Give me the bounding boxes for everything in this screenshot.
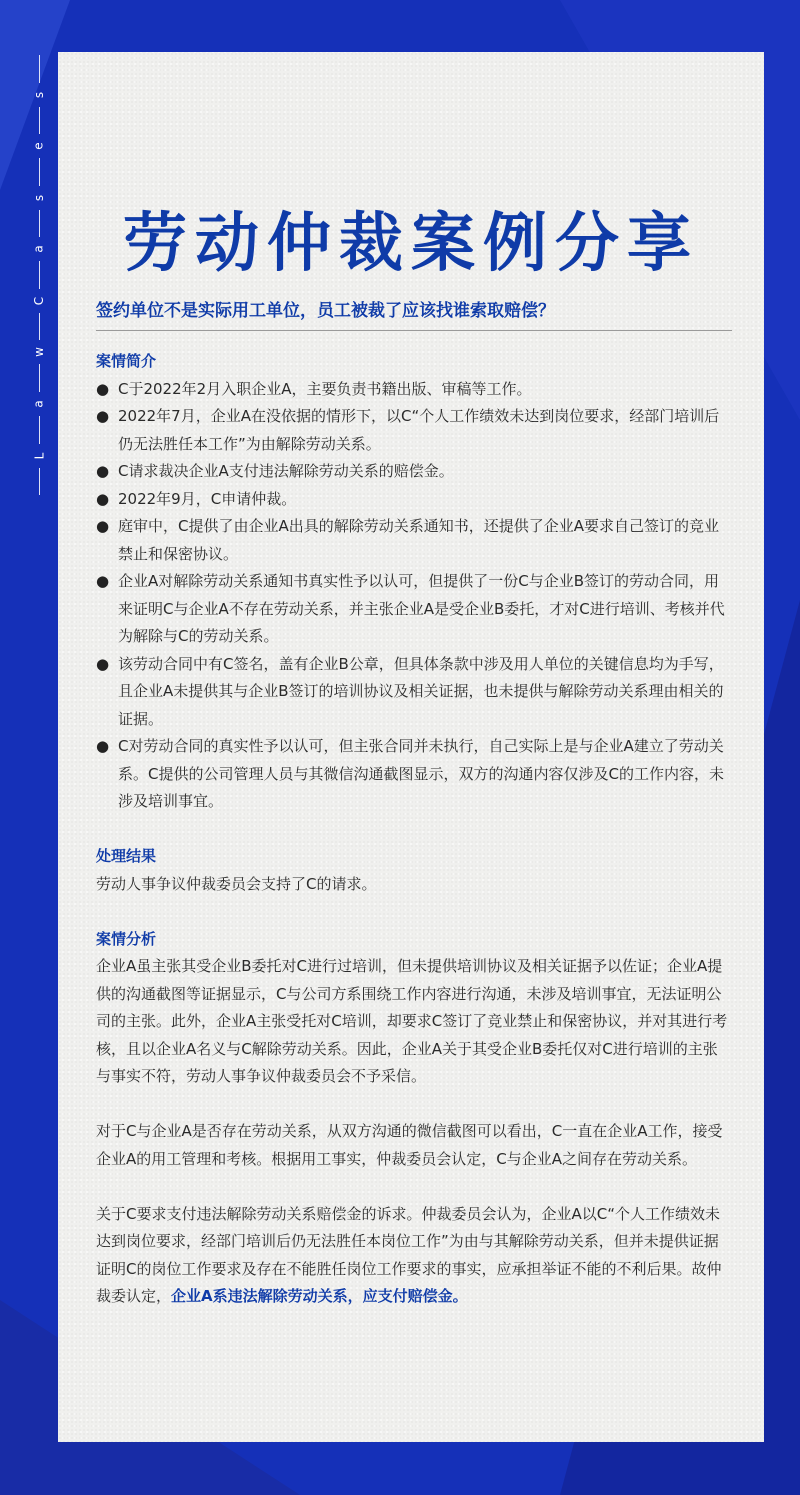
list-item bbox=[96, 651, 732, 734]
side-label-line bbox=[39, 364, 40, 392]
section-heading-result: 处理结果 bbox=[96, 847, 157, 865]
list-item-text: C于2022年2月入职企业A，主要负责书籍出版、审稿等工作。 bbox=[118, 379, 532, 398]
analysis-paragraph-2: 对于C与企业A是否存在劳动关系，从双方沟通的微信截图可以看出，C一直在企业A工作，接受企业A的用工管理和考核。根据用工事实，仲裁委员会认定，C与企业A之间存在劳动关系。 bbox=[96, 1122, 723, 1168]
side-label-line bbox=[39, 210, 40, 238]
list-item-text: 庭审中，C提供了由企业A出具的解除劳动关系通知书，还提供了企业A要求自己签订的竞业禁止和保密协议。 bbox=[118, 517, 720, 563]
side-label-line bbox=[39, 313, 40, 341]
side-label-line bbox=[39, 261, 40, 289]
list-item-text: C请求裁决企业A支付违法解除劳动关系的赔偿金。 bbox=[118, 462, 454, 480]
bullet-icon: ● bbox=[96, 489, 110, 508]
section-heading-analysis: 案情分析 bbox=[96, 929, 157, 948]
result-text: 劳动人事争议仲裁委员会支持了C的请求。 bbox=[96, 874, 377, 893]
bullet-icon: ● bbox=[96, 572, 110, 590]
spacer bbox=[96, 1091, 732, 1119]
bullet-icon: ● bbox=[96, 517, 110, 535]
side-label-char: C bbox=[31, 296, 46, 306]
side-label-char: w bbox=[31, 347, 46, 358]
list-item-text: 2022年7月，企业A在没依据的情形下，以C“个人工作绩效未达到岗位要求，经部门培训后仍无法胜任本工作”为由解除劳动关系。 bbox=[118, 407, 720, 453]
side-label-char: s bbox=[31, 194, 46, 201]
bullet-icon: ● bbox=[96, 379, 110, 398]
list-item bbox=[96, 486, 732, 514]
list-item-text: C对劳动合同的真实性予以认可，但主张合同并未执行，自己实际上是与企业A建立了劳动关系。C提供的公司管理人员与其微信沟通截图显示，双方的沟通内容仅涉及C的工作内容，未涉及培训事宜。 bbox=[118, 737, 724, 810]
side-label-line bbox=[39, 158, 40, 186]
analysis-paragraph-3-text: 关于C要求支付违法解除劳动关系赔偿金的诉求。仲裁委员会认为，企业A以C“个人工作绩效未达到岗位要求，经部门培训后仍无法胜任本岗位工作”为由与其解除劳动关系，但并未提供证据证明C的岗位工作要求及存在不能胜任岗位工作要求的事实，应承担举证不能的不利后果。故仲裁委认定， bbox=[96, 1204, 722, 1305]
bullet-icon: ● bbox=[96, 737, 110, 755]
side-label-line bbox=[39, 107, 40, 135]
analysis-paragraph-1: 企业A虽主张其受企业B委托对C进行过培训，但未提供培训协议及相关证据予以佐证；企业A提供的沟通截图等证据显示，C与公司方系围绕工作内容进行沟通，未涉及培训事宜，无法证明公司的主张。此外，企业A主张受托对C培训，却要求C签订了竞业禁止和保密协议，并对其进行考核，且以企业A名义与C解除劳动关系。因此，企业A关于其受企业B委托仅对C进行培训的主张与事实不符，劳动人事争议仲裁委员会不予采信。 bbox=[96, 957, 728, 1085]
list-item-text: 企业A对解除劳动关系通知书真实性予以认可，但提供了一份C与企业B签订的劳动合同，用来证明C与企业A不存在劳动关系，并主张企业A是受企业B委托，才对C进行培训、考核并代为解除与C的劳动关系。 bbox=[118, 572, 725, 645]
list-item bbox=[96, 733, 732, 816]
list-item-text: 该劳动合同中有C签名，盖有企业B公章，但具体条款中涉及用人单位的关键信息均为手写，且企业A未提供其与企业B签订的培训协议及相关证据，也未提供与解除劳动关系理由相关的证据。 bbox=[118, 654, 724, 728]
side-label-char: L bbox=[32, 452, 46, 459]
page-title: 劳动仲裁案例分享 bbox=[123, 207, 699, 281]
case-content bbox=[96, 348, 732, 1311]
case-subtitle: 签约单位不是实际用工单位，员工被裁了应该找谁索取赔偿？ bbox=[96, 301, 555, 321]
list-item bbox=[96, 568, 732, 651]
bullet-icon: ● bbox=[96, 654, 110, 673]
divider bbox=[96, 330, 732, 331]
side-label-line bbox=[39, 468, 40, 496]
side-label-line bbox=[39, 416, 40, 444]
spacer bbox=[96, 898, 732, 926]
bullet-icon: ● bbox=[96, 407, 110, 425]
list-item bbox=[96, 458, 732, 486]
side-label-char: s bbox=[31, 91, 46, 98]
side-label-char: a bbox=[31, 400, 46, 408]
content-card bbox=[58, 52, 764, 1442]
side-label-char: a bbox=[31, 245, 46, 253]
list-item-text: 2022年9月，C申请仲裁。 bbox=[118, 489, 297, 508]
analysis-paragraph-3 bbox=[96, 1201, 732, 1311]
side-label-line bbox=[39, 55, 40, 83]
analysis-conclusion-highlight: 企业A系违法解除劳动关系，应支付赔偿金。 bbox=[171, 1287, 468, 1305]
list-item bbox=[96, 513, 732, 568]
spacer bbox=[96, 1173, 732, 1201]
list-item bbox=[96, 403, 732, 458]
list-item bbox=[96, 376, 732, 404]
side-label-char: e bbox=[31, 142, 46, 150]
spacer bbox=[96, 816, 732, 844]
bullet-icon: ● bbox=[96, 462, 110, 480]
section-heading-case-summary: 案情简介 bbox=[96, 352, 157, 370]
side-label-law-cases bbox=[30, 55, 48, 495]
